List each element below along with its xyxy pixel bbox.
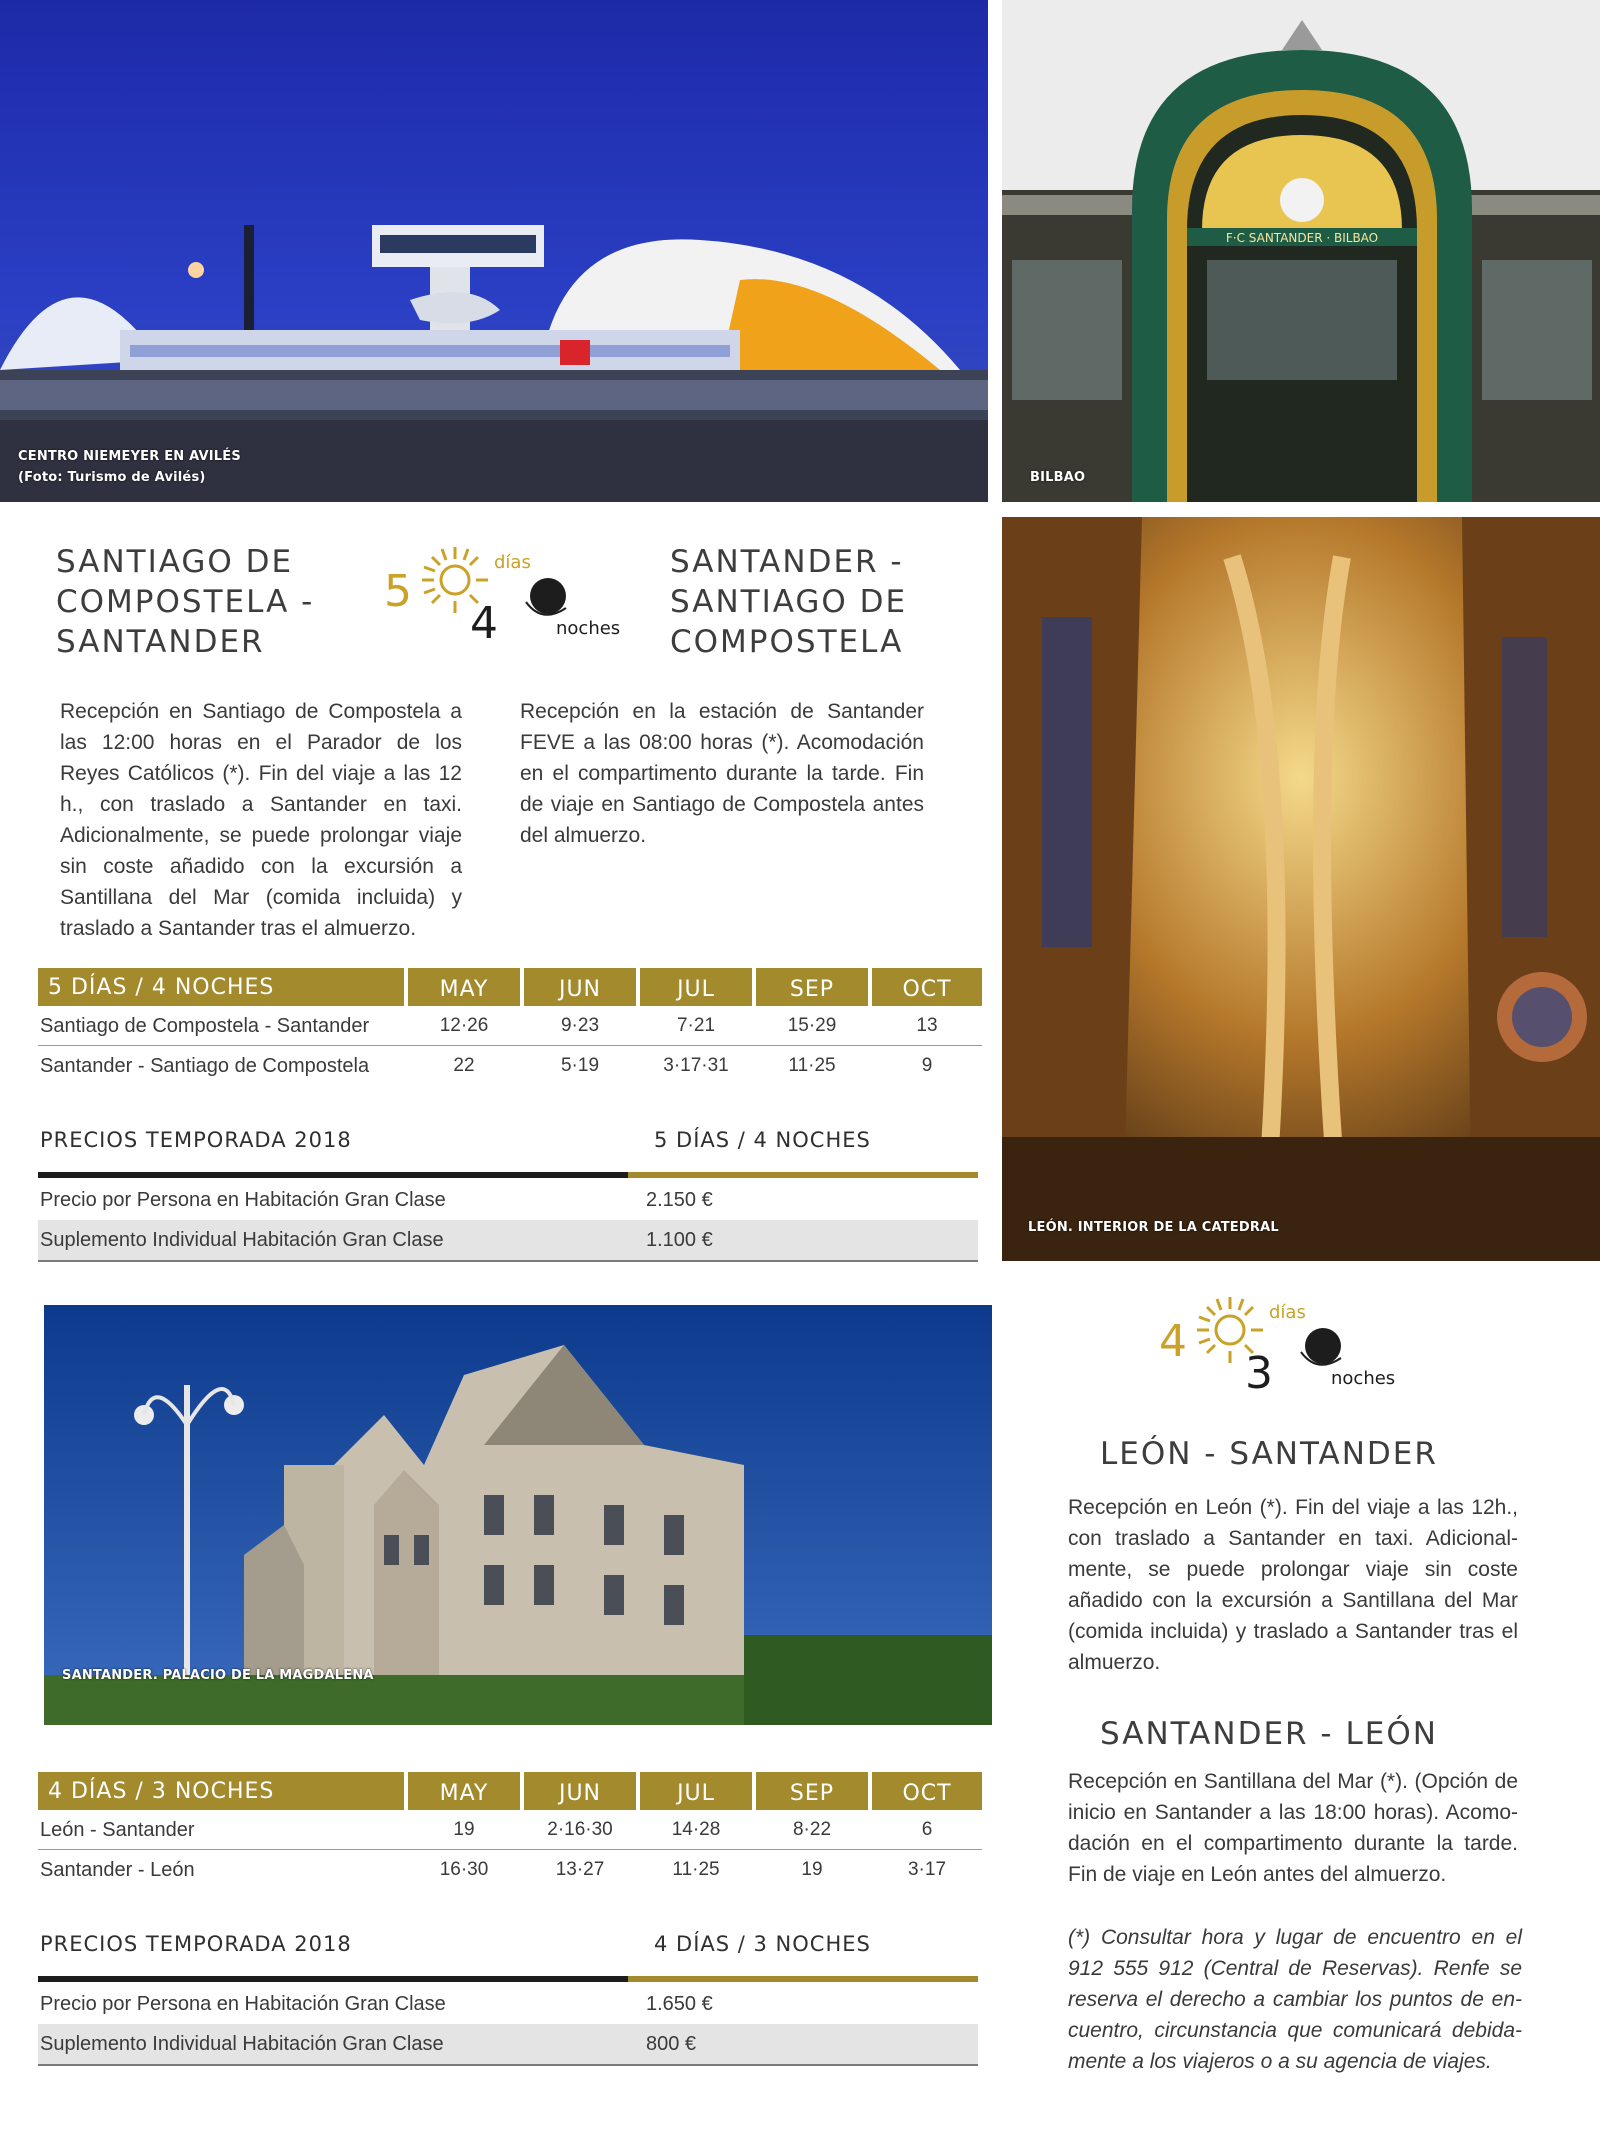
title-line: SANTIAGO DE [56,544,294,580]
price-label: Suplemento Individual Habitación Gran Clase [40,2033,444,2055]
price-value: 800 € [646,2033,697,2055]
schedule-header [38,968,982,1006]
date-cell: 5·19 [560,1055,600,1076]
price-table-4-3 [38,1924,978,2069]
caption-bilbao: BILBAO [1030,470,1086,485]
price-bar-dark [38,1172,628,1178]
route-title-santander-santiago [670,542,907,662]
schedule-header-duration: 4 DÍAS / 3 NOCHES [38,1772,404,1810]
date-cell: 16·30 [439,1859,489,1880]
title-line: COMPOSTELA [670,624,904,660]
price-bar-dark [38,1976,628,1982]
route2-leon-santander-description: Recepción en León (*). Fin del viaje a las 12h., con traslado a Santander en taxi. Adicional-mente, se puede prolongar viaje sin coste añadido con la excursión a Santillana del Mar (comida incluida) y traslado a Santander tras el almuerzo. [1068,1496,1518,1674]
route-name: Santander - León [40,1859,195,1881]
price-table-title: PRECIOS TEMPORADA 2018 [40,1932,352,1956]
photo-aviles-niemeyer [0,0,988,502]
route-title-santiago-santander [56,542,314,662]
price-table-duration: 5 DÍAS / 4 NOCHES [654,1128,871,1152]
caption-aviles-line2: (Foto: Turismo de Avilés) [18,470,206,485]
route-title-leon-santander: LEÓN - SANTANDER [1100,1436,1438,1472]
price-table-5-4 [38,1120,978,1265]
date-cell: 2·16·30 [547,1819,613,1840]
photo-santander-magdalena [44,1305,992,1725]
route-name: León - Santander [40,1819,195,1841]
table-row [38,1810,982,1848]
route-title-santander-leon: SANTANDER - LEÓN [1100,1716,1438,1752]
date-cell: 8·22 [792,1819,832,1840]
date-cell: 9·23 [560,1015,600,1036]
caption-leon: LEÓN. INTERIOR DE LA CATEDRAL [1028,1220,1279,1235]
price-row [38,1180,978,1220]
date-cell: 19 [453,1819,475,1840]
schedule-header-month: SEP [756,968,868,1006]
price-row [38,2024,978,2064]
title-line: SANTIAGO DE [670,584,908,620]
logo-days-number: 5 [384,566,412,617]
photo-bilbao-station [1002,0,1600,502]
logo-nights-number: 4 [470,598,498,649]
schedule-header [38,1772,982,1810]
price-label: Suplemento Individual Habitación Gran Clase [40,1229,444,1251]
title-line: COMPOSTELA - [56,584,315,620]
reservation-note: (*) Consultar hora y lugar de encuentro en el 912 555 912 (Central de Reservas). Renfe se reserva el derecho a cambiar los puntos de en-cuentro, circunstancia que comunicará debida-mente a los viajeros o a su agencia de viajes. [1068,1926,1522,2073]
title-line: SANTANDER [56,624,265,660]
logo-4-dias-3-noches [1155,1290,1405,1400]
schedule-header-month: JUN [524,1772,636,1810]
date-cell: 13 [916,1015,938,1036]
route-name: Santiago de Compostela - Santander [40,1015,370,1037]
route-name: Santander - Santiago de Compostela [40,1055,370,1077]
price-row [38,1220,978,1260]
title-line: SANTANDER - [670,544,904,580]
caption-aviles-line1: CENTRO NIEMEYER EN AVILÉS [18,449,241,464]
price-value: 1.650 € [646,1993,713,2015]
logo-5-dias-4-noches [380,540,630,650]
price-row [38,1984,978,2024]
logo-days-label: días [1269,1302,1306,1323]
date-cell: 22 [453,1055,475,1076]
price-table-duration: 4 DÍAS / 3 NOCHES [654,1932,871,1956]
table-row [38,1850,982,1888]
date-cell: 11·25 [788,1055,836,1076]
schedule-header-month: OCT [872,968,982,1006]
date-cell: 9 [921,1055,933,1076]
price-bottom-rule [38,1260,978,1262]
schedule-header-month: JUN [524,968,636,1006]
price-bottom-rule [38,2064,978,2066]
price-label: Precio por Persona en Habitación Gran Clase [40,1189,446,1211]
price-value: 2.150 € [646,1189,713,1211]
price-table-title: PRECIOS TEMPORADA 2018 [40,1128,352,1152]
route1-right-description: Recepción en la estación de Santander FEVE a las 08:00 horas (*). Acomodación en el compartimento durante la tarde. Fin de viaje en Santiago de Compostela antes del almuerzo. [520,700,924,847]
date-cell: 13·27 [555,1859,605,1880]
date-cell: 3·17 [907,1859,947,1880]
schedule-header-month: SEP [756,1772,868,1810]
schedule-table-5-4 [38,968,982,1088]
date-cell: 15·29 [787,1015,837,1036]
price-label: Precio por Persona en Habitación Gran Clase [40,1993,446,2015]
logo-nights-label: noches [1331,1368,1396,1389]
moon-icon [522,572,572,622]
caption-santander: SANTANDER. PALACIO DE LA MAGDALENA [62,1668,374,1683]
table-row [38,1046,982,1084]
table-row [38,1006,982,1044]
photo-leon-cathedral [1002,517,1600,1261]
route1-left-description: Recepción en Santiago de Compostela a las 12:00 horas en el Parador de los Reyes Católicos (*). Fin del viaje a las 12 h., con traslado a Santander en taxi. Adicionalmente, se puede prolongar viaje sin coste añadido con la excursión a Santillana del Mar (comida incluida) y traslado a Santander tras el almuerzo. [60,700,462,940]
schedule-header-month: MAY [408,968,520,1006]
date-cell: 14·28 [671,1819,721,1840]
logo-days-number: 4 [1159,1316,1187,1367]
route2-santander-leon-description: Recepción en Santillana del Mar (*). (Opción de inicio en Santander a las 18:00 horas). Acomo-dación en el compartimento durante la tarde. Fin de viaje en León antes del almuerzo. [1068,1770,1518,1886]
schedule-table-4-3 [38,1772,982,1892]
bilbao-station-sign: F·C SANTANDER · BILBAO [1225,231,1379,245]
date-cell: 6 [921,1819,933,1840]
moon-icon [1297,1322,1347,1372]
schedule-header-month: JUL [640,968,752,1006]
date-cell: 19 [801,1859,823,1880]
logo-nights-label: noches [556,618,621,639]
date-cell: 7·21 [676,1015,716,1036]
schedule-header-month: OCT [872,1772,982,1810]
price-bar-gold [628,1976,978,1982]
date-cell: 11·25 [672,1859,720,1880]
logo-days-label: días [494,552,531,573]
date-cell: 3·17·31 [663,1055,729,1076]
logo-nights-number: 3 [1245,1348,1273,1399]
schedule-header-month: MAY [408,1772,520,1810]
schedule-header-month: JUL [640,1772,752,1810]
price-bar-gold [628,1172,978,1178]
price-value: 1.100 € [646,1229,713,1251]
schedule-header-duration: 5 DÍAS / 4 NOCHES [38,968,404,1006]
date-cell: 12·26 [439,1015,489,1036]
